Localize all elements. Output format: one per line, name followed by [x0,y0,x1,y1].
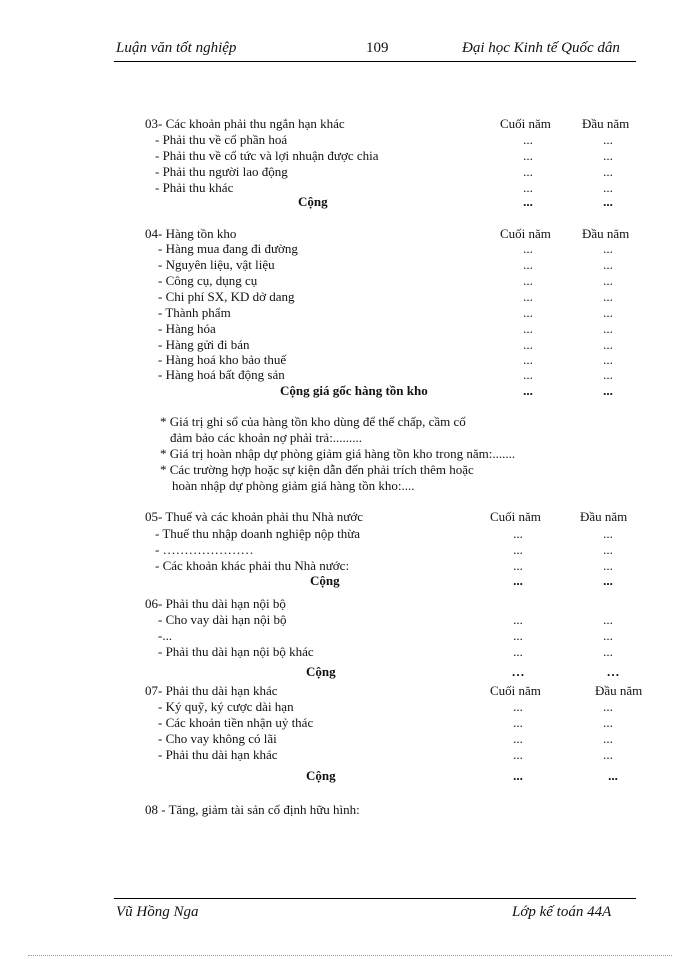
total-label: Cộng giá gốc hàng tồn kho [280,383,428,398]
row-start: ... [603,321,613,336]
note: * Giá trị ghi sổ của hàng tồn kho dùng để thế chấp, cầm cố [160,414,466,429]
total-start: ... [608,768,618,783]
total-end: … [511,664,525,679]
row-start: ... [603,747,613,762]
col-end-header: Cuối năm [490,509,541,524]
total-start: ... [603,194,613,209]
total-start: ... [603,383,613,398]
row-label: - Thuế thu nhập doanh nghiệp nộp thừa [155,526,361,541]
note: * Giá trị hoàn nhập dự phòng giảm giá hàng tồn kho trong năm:....... [160,446,516,461]
total-end: ... [513,573,523,588]
row-label: - Phải thu người lao động [155,164,288,179]
row-start: ... [603,731,613,746]
row-start: ... [603,257,613,272]
col-end-header: Cuối năm [500,116,551,131]
row-label: - Hàng hóa [158,321,216,336]
row-label: - Hàng hoá bất động sản [158,367,285,382]
page-edge-dotted-line [28,955,672,956]
row-end: ... [523,257,533,272]
header-left: Luận văn tốt nghiệp [116,40,237,56]
row-end: ... [513,715,523,730]
page-number: 109 [366,40,389,56]
row-label: - Phải thu về cổ tức và lợi nhuận được chia [155,148,379,163]
row-label: - Nguyên liệu, vật liệu [158,257,275,272]
row-start: ... [603,148,613,163]
header-rule [114,61,636,62]
row-label: - Phải thu về cổ phần hoá [155,132,288,147]
row-start: ... [603,715,613,730]
section-08-title: 08 - Tăng, giảm tài sản cố định hữu hình: [145,802,360,817]
row-label: - Hàng mua đang đi đường [158,241,298,256]
row-start: ... [603,644,613,659]
row-label: - Chi phí SX, KD dở dang [158,289,295,304]
total-end: ... [523,194,533,209]
section-05-title: 05- Thuế và các khoản phải thu Nhà nước [145,509,363,524]
row-label: - Hàng hoá kho bảo thuế [158,352,287,367]
row-end: ... [513,747,523,762]
row-end: ... [513,526,523,541]
row-start: ... [603,164,613,179]
row-end: ... [523,289,533,304]
row-start: ... [603,180,613,195]
row-label: - Hàng gửi đi bán [158,337,250,352]
row-start: ... [603,337,613,352]
col-start-header: Đầu năm [582,116,630,131]
row-end: ... [523,305,533,320]
row-end: ... [523,164,533,179]
row-end: ... [523,148,533,163]
row-end: ... [513,644,523,659]
total-start: … [606,664,620,679]
row-end: ... [513,558,523,573]
note: hoàn nhập dự phòng giảm giá hàng tồn kho:.... [172,478,415,493]
row-end: ... [523,367,533,382]
row-label: - ………………… [155,542,254,557]
row-label: - Phải thu khác [155,180,234,195]
row-end: ... [523,132,533,147]
section-04-title: 04- Hàng tồn kho [145,226,237,241]
footer-left: Vũ Hồng Nga [116,904,199,920]
footer-right: Lớp kế toán 44A [512,904,612,920]
total-label: Cộng [310,573,340,588]
row-label: - Phải thu dài hạn khác [158,747,278,762]
row-label: - Cho vay dài hạn nội bộ [158,612,287,627]
row-end: ... [523,241,533,256]
row-end: ... [523,352,533,367]
row-start: ... [603,352,613,367]
row-label: - Ký quỹ, ký cược dài hạn [158,699,294,714]
row-start: ... [603,132,613,147]
row-end: ... [513,699,523,714]
row-end: ... [523,337,533,352]
row-end: ... [513,612,523,627]
row-start: ... [603,367,613,382]
row-start: ... [603,612,613,627]
row-start: ... [603,542,613,557]
col-start-header: Đầu năm [595,683,643,698]
total-end: ... [523,383,533,398]
row-end: ... [513,628,523,643]
total-end: ... [513,768,523,783]
row-label: -... [158,628,173,643]
note: đảm bảo các khoản nợ phải trả:......... [170,430,363,445]
section-06-title: 06- Phải thu dài hạn nội bộ [145,596,286,611]
footer-rule [114,898,636,899]
col-end-header: Cuối năm [500,226,551,241]
row-label: - Thành phẩm [158,305,231,320]
row-label: - Các khoản khác phải thu Nhà nước: [155,558,350,573]
row-end: ... [523,180,533,195]
row-label: - Các khoản tiền nhận uỷ thác [158,715,314,730]
section-03-title: 03- Các khoản phải thu ngắn hạn khác [145,116,345,131]
total-label: Cộng [298,194,328,209]
row-start: ... [603,305,613,320]
row-label: - Phải thu dài hạn nội bộ khác [158,644,314,659]
row-label: - Cho vay không có lãi [158,731,277,746]
row-end: ... [523,321,533,336]
row-start: ... [603,699,613,714]
row-end: ... [513,731,523,746]
row-start: ... [603,558,613,573]
row-start: ... [603,241,613,256]
row-start: ... [603,273,613,288]
note: * Các trường hợp hoặc sự kiện dẫn đến phải trích thêm hoặc [160,462,474,477]
row-label: - Công cụ, dụng cụ [158,273,258,288]
row-end: ... [513,542,523,557]
row-start: ... [603,289,613,304]
row-start: ... [603,526,613,541]
total-start: ... [603,573,613,588]
section-07-title: 07- Phải thu dài hạn khác [145,683,278,698]
col-start-header: Đầu năm [580,509,628,524]
total-label: Cộng [306,768,336,783]
row-start: ... [603,628,613,643]
col-end-header: Cuối năm [490,683,541,698]
col-start-header: Đầu năm [582,226,630,241]
row-end: ... [523,273,533,288]
total-label: Cộng [306,664,336,679]
header-right: Đại học Kinh tế Quốc dân [462,40,620,56]
